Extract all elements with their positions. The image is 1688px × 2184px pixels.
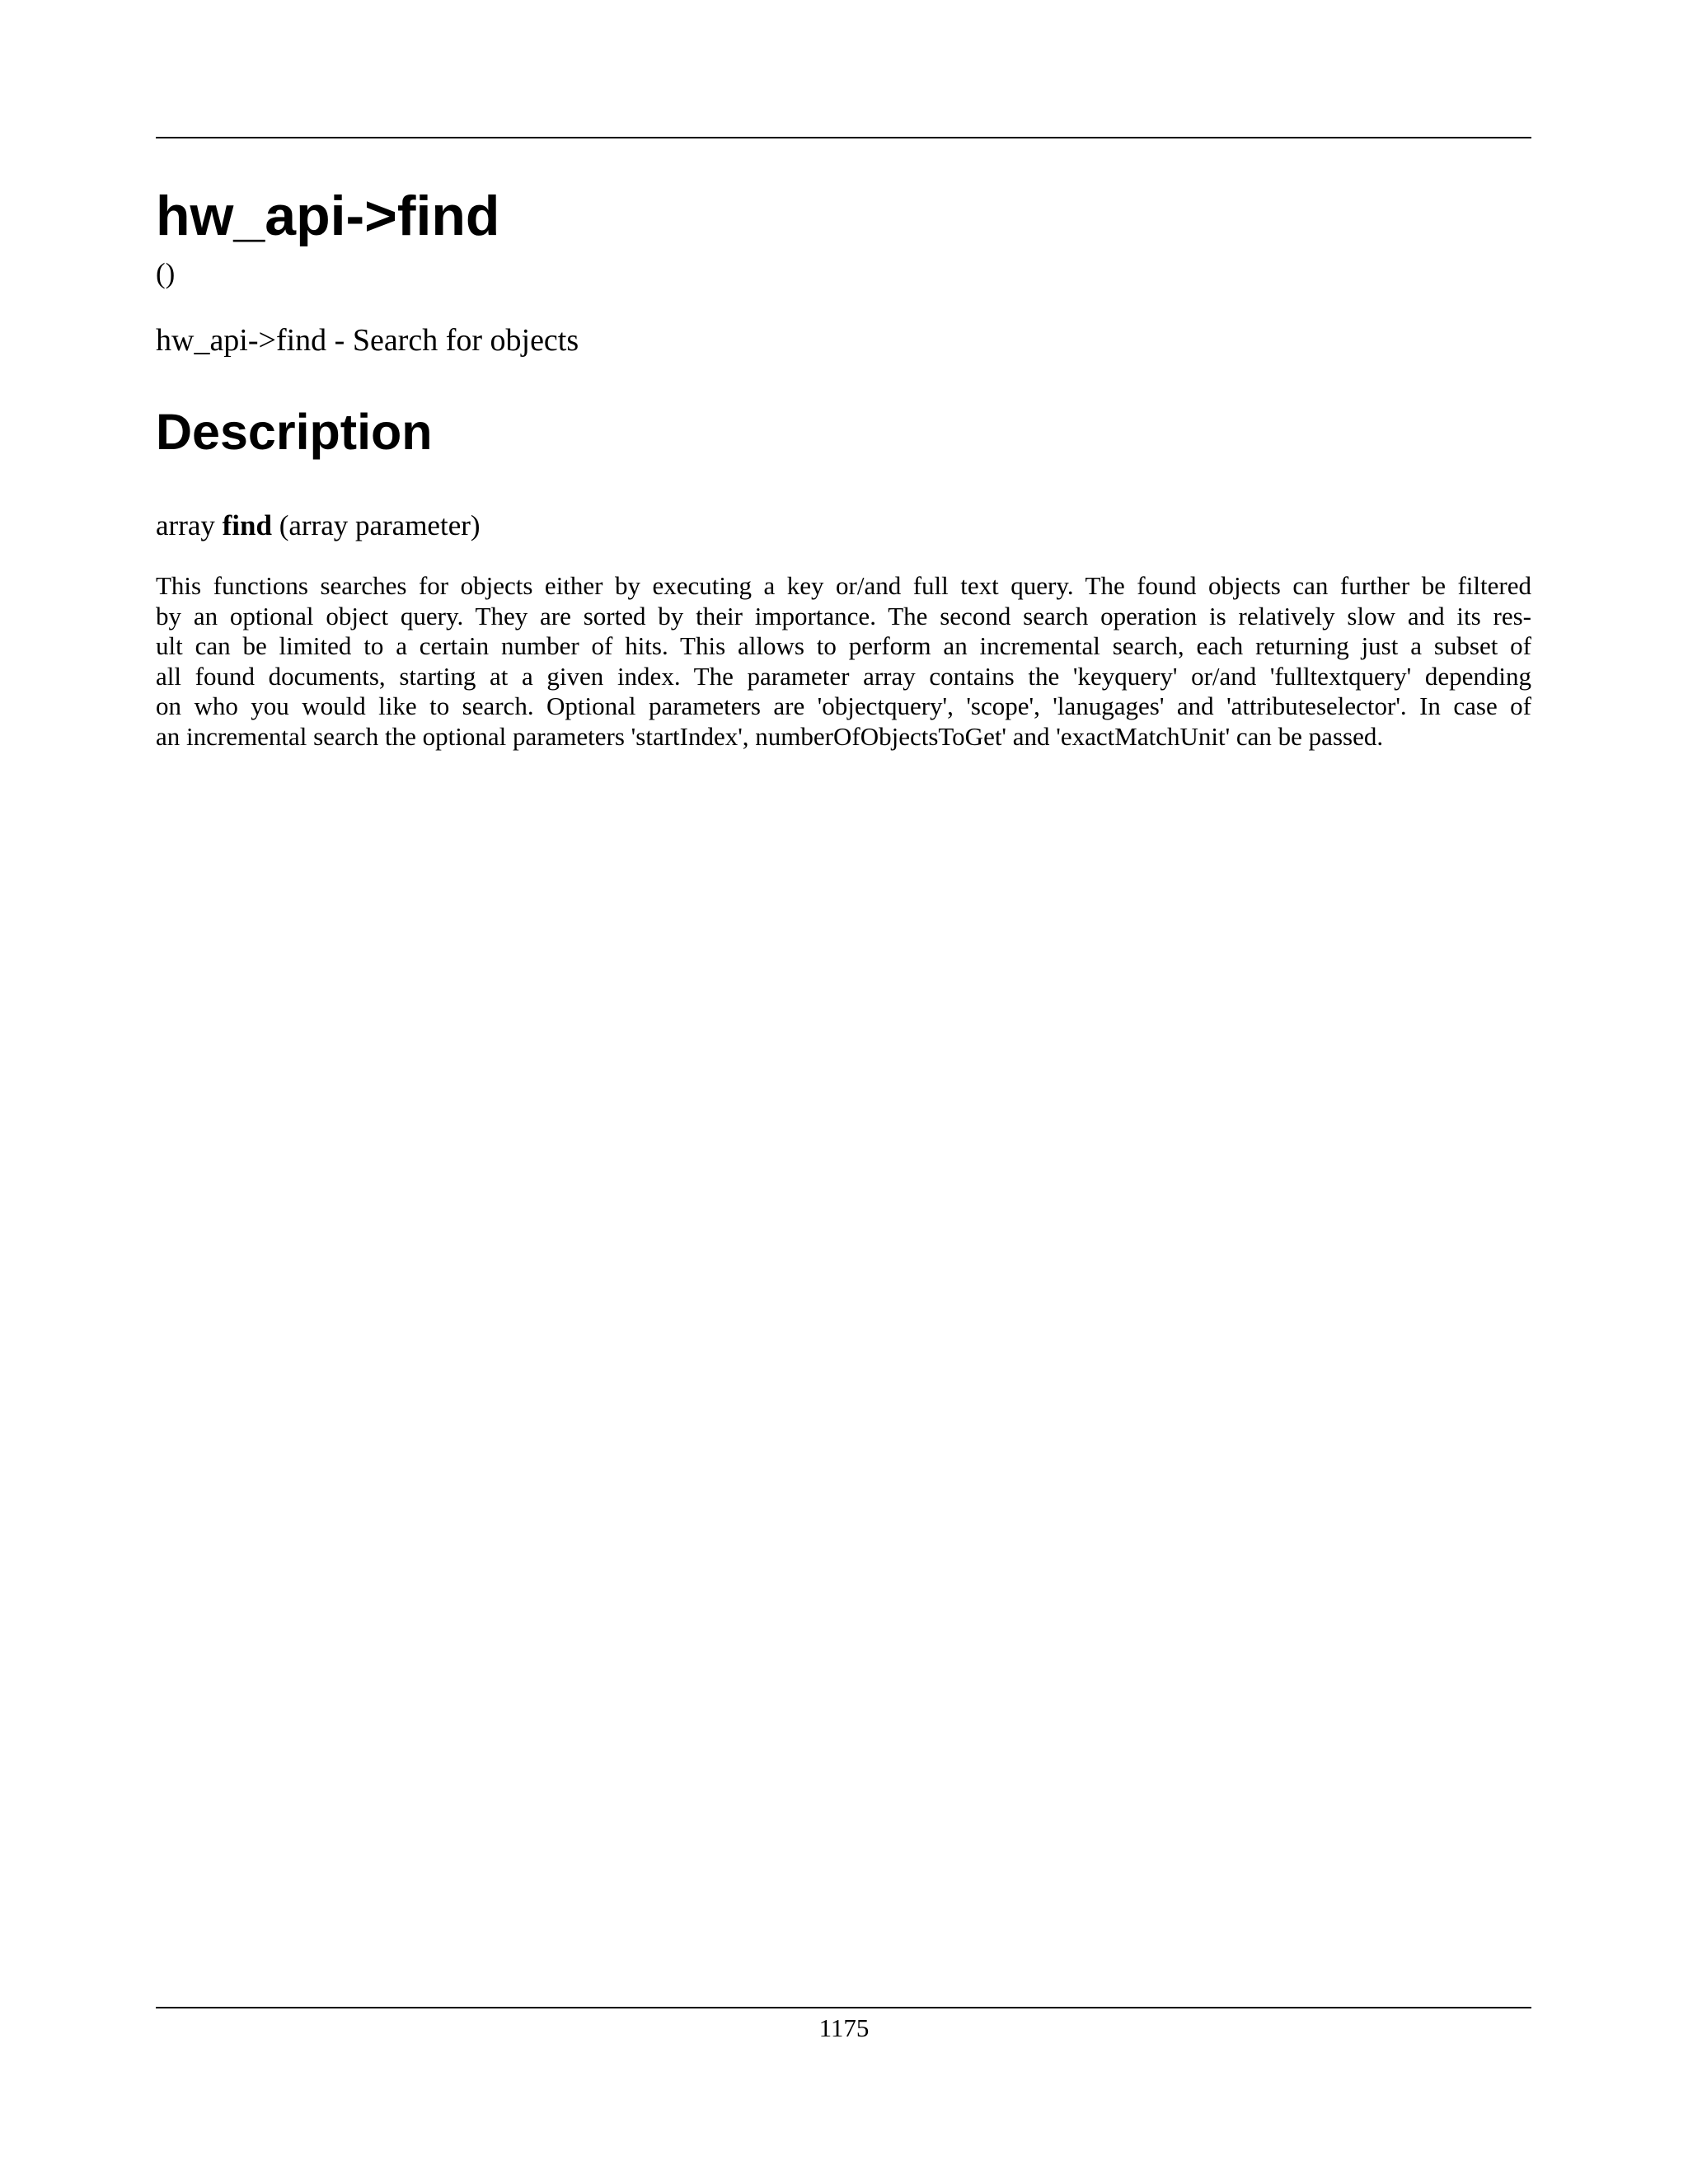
refname-purpose: hw_api->find - Search for objects — [156, 323, 579, 358]
synopsis-return-type: array — [156, 509, 215, 541]
description-line: This functions searches for objects either by executing a key or/and full text query. The found objects can further be filtered — [156, 571, 1531, 600]
description-line: by an optional object query. They are sorted by their importance. The second search operation is relatively slow and its res- — [156, 601, 1531, 630]
page-number: 1175 — [818, 2013, 870, 2042]
synopsis-function-name: find — [222, 509, 272, 541]
page-title: hw_api->find — [156, 185, 500, 247]
title-parens: () — [156, 257, 176, 289]
description-paragraph — [156, 571, 1531, 752]
description-line: ult can be limited to a certain number of hits. This allows to perform an incremental search, each returning just a subset of — [156, 631, 1531, 661]
description-line: an incremental search the optional parameters 'startIndex', numberOfObjectsToGet' and 'exactMatchUnit' can be passed. — [156, 721, 1384, 751]
header-rule — [156, 137, 1531, 138]
synopsis-params: (array parameter) — [279, 509, 481, 541]
description-line: on who you would like to search. Optional parameters are 'objectquery', 'scope', 'lanugages' and 'attributeselector'. In case of — [156, 691, 1531, 721]
function-synopsis — [156, 511, 481, 540]
section-heading-description: Description — [156, 404, 433, 460]
description-line: all found documents, starting at a given index. The parameter array contains the 'keyquery' or/and 'fulltextquery' depending — [156, 661, 1531, 691]
footer-rule — [156, 2007, 1531, 2008]
